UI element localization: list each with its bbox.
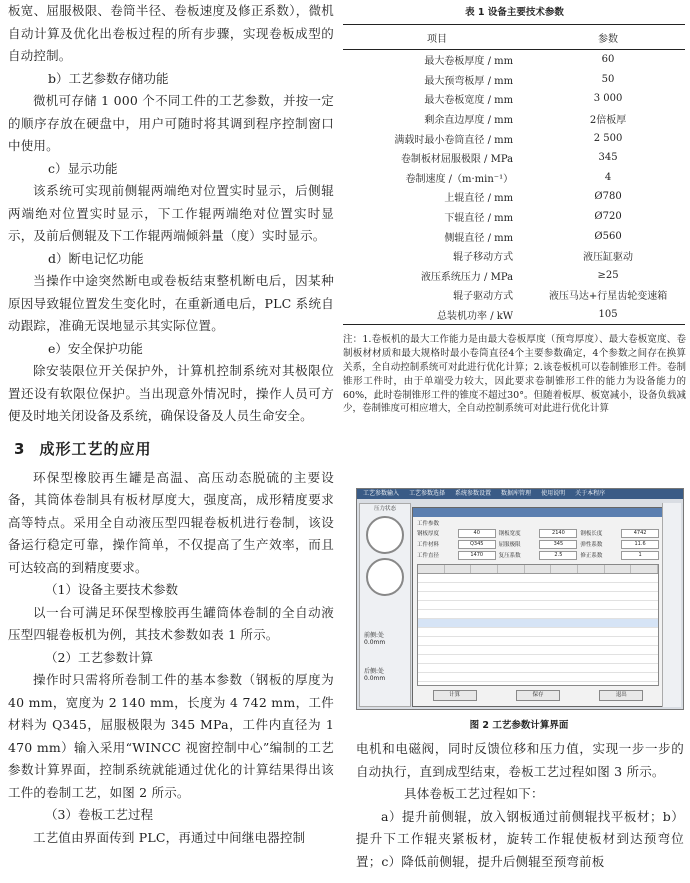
form-label: 屈服极限 [498, 542, 521, 548]
table-row [343, 207, 685, 227]
grid-row[interactable] [418, 664, 658, 673]
right-panel [662, 503, 681, 707]
paragraph: 环保型橡胶再生罐是高温、高压动态脱硫的主要设备，其筒体卷制具有板材厚度大，强度高，成形精度要求高等特点。采用全自动液压型四辊卷板机进行卷制，该设备运行稳定可靠，操作简单，不仅提高了生产效率，而且可达较高的到精度要求。 [8, 469, 334, 575]
left-column [8, 0, 334, 849]
table-cell-value: Ø720 [594, 211, 622, 223]
form-label: 钢板宽度 [498, 531, 521, 537]
figure-caption: 图 2 工艺参数计算界面 [469, 720, 569, 731]
menu-item[interactable]: 数据库管理 [501, 490, 532, 497]
paragraph: 操作时只需将所卷制工件的基本参数（钢板的厚度为 40 mm，宽度为 2 140 mm，长度为 4 742 mm，工件材料为 Q345，屈服极限为 345 MPa，工件内直径为 1 470 mm）输入采用“WINCC 视窗控制中心”编制的工艺参数计算界面，控制系统就能通过优化的计算结果得出该工件的卷制工艺，如图 2 所示。 [8, 672, 334, 800]
menu-item[interactable]: 工艺参数输入 [363, 490, 400, 497]
table-row [343, 305, 685, 325]
table-row [343, 266, 685, 286]
table-row [343, 246, 685, 266]
subheading: e）安全保护功能 [48, 340, 143, 356]
front-label: 前侧:处 [364, 632, 385, 639]
gauge-icon [366, 516, 404, 554]
form-label: 修正系数 [580, 553, 603, 559]
form-field[interactable]: 4742 [621, 529, 659, 538]
table-cell-item: 满载时最小卷筒直径 / mm [394, 134, 514, 146]
paragraph: 具体卷板工艺过程如下： [404, 786, 544, 801]
table-cell-value: 60 [601, 54, 615, 66]
form-field[interactable]: 1470 [458, 551, 496, 560]
form-field[interactable]: 2.5 [539, 551, 577, 560]
grid-header [418, 565, 658, 574]
grid-row[interactable] [418, 673, 658, 682]
table-header-row [343, 25, 685, 50]
spec-table [343, 24, 685, 325]
table-cell-item: 卷制速度 /（m·min⁻¹） [405, 173, 514, 185]
grid-row[interactable] [418, 592, 658, 601]
table-cell-value: Ø560 [594, 230, 622, 242]
dialog-buttons [413, 690, 663, 701]
section-number: 3 [14, 439, 26, 458]
table-row [343, 89, 685, 109]
calc-dialog [412, 507, 664, 707]
rear-label: 后侧:处 [364, 668, 385, 675]
gauge-icon [366, 558, 404, 596]
paragraph: 微机可存储 1 000 个不同工件的工艺参数，并按一定的顺序存放在硬盘中，用户可随时将其调到程序控制窗口中使用。 [8, 93, 334, 153]
form-label: 复压系数 [498, 553, 521, 559]
form-label: 弹性系数 [580, 542, 603, 548]
paragraph: 当操作中途突然断电或卷板结束整机断电后，因某种原因导致辊位置发生变化时，在重新通电后，PLC 系统自动跟踪，准确无误地显示其实际位置。 [8, 273, 334, 333]
dialog-titlebar [413, 508, 663, 517]
table-cell-item: 最大卷板厚度 / mm [424, 56, 514, 68]
right-column [343, 0, 686, 416]
table-note: 注：1.卷板机的最大工作能力是由最大卷板厚度（预弯厚度）、最大卷板宽度、卷制板材材质和最大规格时最小卷筒直径4个主要参数确定，4个参数之间存在换算关系，全自动控制系统可对此进行优化计算；2.该卷板机可以卷制锥形工件。卷制锥形工件时，由于单端受力较大，因此要求卷制锥形工件的能力为设备能力的60%，此时卷制锥形工件的锥度不超过30°。但随着板厚、板宽减小，设备负载减少，卷制锥度可相应增大，全自动控制系统可对此进行优化计算 [343, 334, 686, 415]
grid-row[interactable] [418, 637, 658, 646]
table-cell-value: 2 500 [593, 132, 623, 144]
menu-item[interactable]: 系统参数设置 [455, 490, 492, 497]
panel-title: 压力状态 [373, 506, 396, 512]
table-cell-value: 液压马达+行星齿轮变速箱 [548, 291, 668, 303]
subheading: （3）卷板工艺过程 [45, 807, 153, 822]
grid-row[interactable] [418, 583, 658, 592]
software-screenshot [356, 488, 684, 710]
subheading: d）断电记忆功能 [48, 250, 144, 266]
table-cell-value: 105 [531, 305, 685, 325]
form-label: 工件材料 [417, 542, 440, 548]
table-cell-value: 2倍板厚 [589, 115, 627, 127]
table-row [343, 226, 685, 246]
rear-value: 0.0mm [364, 675, 386, 682]
table-cell-value: 50 [601, 73, 615, 85]
table-row [343, 70, 685, 90]
right-text [356, 738, 684, 873]
subheading: b）工艺参数存储功能 [48, 70, 169, 86]
table-row [343, 50, 685, 70]
table-cell-item: 卷制板材屈服极限 / MPa [400, 154, 514, 166]
table-cell-value: Ø780 [594, 191, 622, 203]
front-value: 0.0mm [364, 639, 386, 646]
form-label: 钢板长度 [580, 531, 603, 537]
form-field[interactable]: 1 [621, 551, 659, 560]
grid-row[interactable] [418, 610, 658, 619]
grid-row[interactable] [418, 619, 658, 628]
table-cell-item: 总装机功率 / kW [343, 305, 531, 325]
table-row [343, 168, 685, 188]
subheading: c）显示功能 [48, 160, 118, 176]
dialog-button[interactable]: 退出 [599, 690, 643, 701]
grid-row[interactable] [418, 646, 658, 655]
form-field[interactable]: 11.6 [621, 540, 659, 549]
menu-item[interactable]: 使用说明 [541, 490, 566, 497]
table-cell-item: 侧辊直径 / mm [444, 232, 514, 244]
table-row [343, 148, 685, 168]
table-cell-item: 下辊直径 / mm [444, 213, 514, 225]
table-cell-item: 最大预弯板厚 / mm [424, 75, 514, 87]
menu-item[interactable]: 关于本程序 [575, 490, 606, 497]
table-cell-item: 最大卷板宽度 / mm [424, 95, 514, 107]
grid-row[interactable] [418, 574, 658, 583]
table-row [343, 285, 685, 305]
paragraph: 工艺值由界面传到 PLC，再通过中间继电器控制 [33, 829, 306, 845]
grid-row[interactable] [418, 655, 658, 664]
menu-item[interactable]: 工艺参数选择 [409, 490, 446, 497]
process-grid [417, 564, 659, 686]
table-cell-value: 345 [598, 152, 618, 164]
paragraph: 以一台可满足环保型橡胶再生罐筒体卷制的全自动液压型四辊卷板机为例，其技术参数如表 1 所示。 [8, 604, 334, 642]
section-heading [14, 438, 334, 459]
table-row [343, 128, 685, 148]
dialog-button[interactable]: 计算 [433, 690, 477, 701]
form-label: 工件直径 [417, 553, 440, 559]
form-label: 钢板厚度 [417, 531, 440, 537]
paragraph: 电机和电磁阀，同时反馈位移和压力值，实现一步一步的自动执行，直到成型结束，卷板工艺过程如图 3 所示。 [356, 741, 684, 779]
paragraph: 板宽、屈服极限、卷筒半径、卷板速度及修正系数），微机自动计算及优化出卷板过程的所有步骤，实现卷板成型的自动控制。 [8, 3, 334, 63]
subheading: （1）设备主要技术参数 [45, 582, 178, 597]
table-row [343, 109, 685, 129]
paragraph: a）提升前侧辊，放入钢板通过前侧辊找平板材；b）提升下工作辊夹紧板材，旋转工作辊使板材到达预弯位置；c）降低前侧辊，提升后侧辊至预弯前板 [356, 808, 684, 869]
table-cell-item: 上辊直径 / mm [444, 193, 514, 205]
form-field[interactable]: 2140 [539, 529, 577, 538]
table-header: 参数 [531, 25, 685, 50]
form-section-label: 工件参数 [417, 521, 440, 527]
form-field[interactable]: 40 [458, 529, 496, 538]
paragraph: 除安装限位开关保护外，计算机控制系统对其极限位置还设有软限位保护。当出现意外情况时，操作人员可方便及时地关闭设备及系统，确保设备及人员生命安全。 [8, 363, 334, 423]
table-header: 项目 [343, 25, 531, 50]
status-panel [359, 503, 411, 707]
table-cell-item: 辊子移动方式 [453, 252, 514, 264]
dialog-button[interactable]: 保存 [516, 690, 560, 701]
grid-row[interactable] [418, 682, 658, 686]
table-cell-value: 4 [604, 171, 612, 183]
table-cell-item: 剩余直边厚度 / mm [424, 115, 514, 127]
table-cell-value: 3 000 [593, 93, 623, 105]
table-cell-item: 辊子驱动方式 [453, 291, 514, 303]
form-field[interactable]: 345 [539, 540, 577, 549]
grid-row[interactable] [418, 601, 658, 610]
grid-row[interactable] [418, 628, 658, 637]
table-cell-value: 液压缸驱动 [583, 252, 634, 264]
table-caption: 表 1 设备主要技术参数 [465, 7, 564, 18]
table-cell-item: 液压系统压力 / MPa [420, 271, 514, 283]
param-form [413, 517, 663, 562]
menu-bar [357, 489, 683, 499]
table-row [343, 187, 685, 207]
subheading: （2）工艺参数计算 [45, 649, 153, 665]
table-cell-value: ≥25 [597, 269, 619, 281]
paragraph: 该系统可实现前侧辊两端绝对位置实时显示，后侧辊两端绝对位置实时显示，下工作辊两端绝对位置实时显示，及前后侧辊及下工作辊两端倾斜量（度）实时显示。 [8, 183, 334, 243]
section-title: 成形工艺的应用 [39, 439, 152, 458]
form-field[interactable]: Q345 [458, 540, 496, 549]
